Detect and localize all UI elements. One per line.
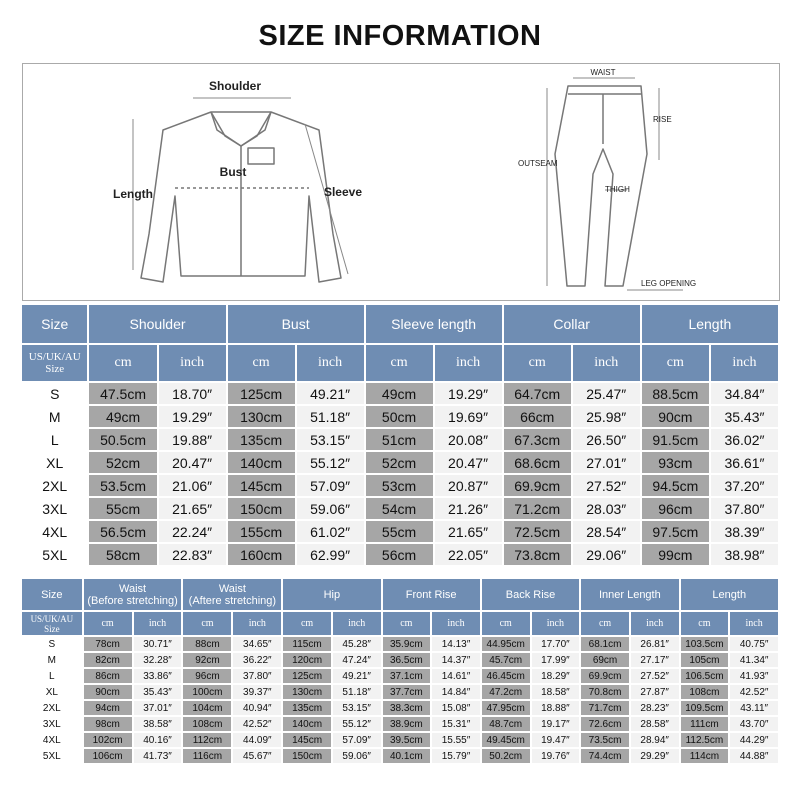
unit-cm: cm xyxy=(581,612,629,635)
cm-value-cell: 86cm xyxy=(84,669,132,683)
cm-value-cell: 71.2cm xyxy=(504,498,571,519)
size-cell: 2XL xyxy=(22,475,87,496)
cm-value-cell: 56cm xyxy=(366,544,433,565)
length-label: Length xyxy=(113,187,153,201)
unit-inch: inch xyxy=(631,612,679,635)
inch-value-cell: 45.28″ xyxy=(333,637,381,651)
cm-value-cell: 130cm xyxy=(283,685,331,699)
inch-value-cell: 49.21″ xyxy=(333,669,381,683)
inch-value-cell: 57.09″ xyxy=(297,475,364,496)
shirt-size-row xyxy=(22,498,778,519)
pants-size-row xyxy=(22,701,778,715)
inch-value-cell: 34.65″ xyxy=(233,637,281,651)
inch-value-cell: 15.08″ xyxy=(432,701,480,715)
waist-before-note: (Before stretching) xyxy=(87,594,178,607)
cm-value-cell: 53cm xyxy=(366,475,433,496)
inch-value-cell: 19.29″ xyxy=(435,383,502,404)
inch-value-cell: 27.17″ xyxy=(631,653,679,667)
cm-value-cell: 100cm xyxy=(183,685,231,699)
cm-value-cell: 82cm xyxy=(84,653,132,667)
inch-value-cell: 19.29″ xyxy=(159,406,226,427)
cm-value-cell: 98cm xyxy=(84,717,132,731)
inch-value-cell: 35.43″ xyxy=(711,406,778,427)
unit-cm: cm xyxy=(681,612,729,635)
inch-value-cell: 29.29″ xyxy=(631,749,679,763)
hip-header: Hip xyxy=(283,579,380,610)
sleeve-length-header: Sleeve length xyxy=(366,305,502,343)
cm-value-cell: 55cm xyxy=(366,521,433,542)
cm-value-cell: 94cm xyxy=(84,701,132,715)
cm-value-cell: 140cm xyxy=(283,717,331,731)
pants-size-row xyxy=(22,685,778,699)
inch-value-cell: 26.81″ xyxy=(631,637,679,651)
page-title: SIZE INFORMATION xyxy=(258,20,542,52)
cm-value-cell: 66cm xyxy=(504,406,571,427)
shirt-size-row xyxy=(22,475,778,496)
inch-value-cell: 37.80″ xyxy=(233,669,281,683)
cm-value-cell: 49cm xyxy=(366,383,433,404)
inch-value-cell: 47.24″ xyxy=(333,653,381,667)
inch-value-cell: 34.84″ xyxy=(711,383,778,404)
inch-value-cell: 44.09″ xyxy=(233,733,281,747)
inch-value-cell: 20.47″ xyxy=(435,452,502,473)
inch-value-cell: 36.02″ xyxy=(711,429,778,450)
cm-value-cell: 112cm xyxy=(183,733,231,747)
inch-value-cell: 38.98″ xyxy=(711,544,778,565)
waist-label: WAIST xyxy=(590,68,616,77)
front-rise-header: Front Rise xyxy=(383,579,480,610)
unit-cm: cm xyxy=(89,345,156,381)
shirt-unit-row xyxy=(22,345,778,381)
cm-value-cell: 52cm xyxy=(89,452,156,473)
inch-value-cell: 21.65″ xyxy=(159,498,226,519)
cm-value-cell: 50.2cm xyxy=(482,749,530,763)
inch-value-cell: 53.15″ xyxy=(333,701,381,715)
cm-value-cell: 40.1cm xyxy=(383,749,431,763)
inch-value-cell: 19.69″ xyxy=(435,406,502,427)
cm-value-cell: 47.5cm xyxy=(89,383,156,404)
cm-value-cell: 155cm xyxy=(228,521,295,542)
bust-label: Bust xyxy=(219,165,247,179)
inch-value-cell: 41.34″ xyxy=(730,653,778,667)
inch-value-cell: 37.01″ xyxy=(134,701,182,715)
cm-value-cell: 73.8cm xyxy=(504,544,571,565)
collar-header: Collar xyxy=(504,305,640,343)
cm-value-cell: 105cm xyxy=(681,653,729,667)
inch-value-cell: 28.03″ xyxy=(573,498,640,519)
inch-value-cell: 25.47″ xyxy=(573,383,640,404)
cm-value-cell: 150cm xyxy=(228,498,295,519)
inch-value-cell: 18.70″ xyxy=(159,383,226,404)
size-cell: 2XL xyxy=(22,701,82,715)
pants-unit-row xyxy=(22,612,778,635)
inch-value-cell: 22.83″ xyxy=(159,544,226,565)
inch-value-cell: 30.71″ xyxy=(134,637,182,651)
cm-value-cell: 150cm xyxy=(283,749,331,763)
inch-value-cell: 51.18″ xyxy=(333,685,381,699)
size-header: Size xyxy=(22,305,87,343)
cm-value-cell: 106cm xyxy=(84,749,132,763)
size-cell: S xyxy=(22,383,87,404)
unit-inch: inch xyxy=(233,612,281,635)
shirt-header-row xyxy=(22,305,778,343)
pants-size-row xyxy=(22,749,778,763)
inch-value-cell: 15.79″ xyxy=(432,749,480,763)
cm-value-cell: 74.4cm xyxy=(581,749,629,763)
cm-value-cell: 145cm xyxy=(283,733,331,747)
unit-inch: inch xyxy=(730,612,778,635)
inch-value-cell: 44.29″ xyxy=(730,733,778,747)
inch-value-cell: 21.65″ xyxy=(435,521,502,542)
cm-value-cell: 49cm xyxy=(89,406,156,427)
cm-value-cell: 116cm xyxy=(183,749,231,763)
inch-value-cell: 55.12″ xyxy=(297,452,364,473)
inch-value-cell: 42.52″ xyxy=(730,685,778,699)
bust-header: Bust xyxy=(228,305,364,343)
cm-value-cell: 37.1cm xyxy=(383,669,431,683)
inch-value-cell: 18.29″ xyxy=(532,669,580,683)
cm-value-cell: 37.7cm xyxy=(383,685,431,699)
inch-value-cell: 22.24″ xyxy=(159,521,226,542)
inch-value-cell: 19.88″ xyxy=(159,429,226,450)
cm-value-cell: 55cm xyxy=(89,498,156,519)
inch-value-cell: 27.01″ xyxy=(573,452,640,473)
cm-value-cell: 135cm xyxy=(283,701,331,715)
shirt-size-row xyxy=(22,521,778,542)
size-cell: XL xyxy=(22,452,87,473)
unit-cm: cm xyxy=(84,612,132,635)
pants-header-row xyxy=(22,579,778,610)
inch-value-cell: 26.50″ xyxy=(573,429,640,450)
shirt-size-row xyxy=(22,406,778,427)
inch-value-cell: 53.15″ xyxy=(297,429,364,450)
unit-cm: cm xyxy=(383,612,431,635)
cm-value-cell: 69.9cm xyxy=(504,475,571,496)
inch-value-cell: 19.47″ xyxy=(532,733,580,747)
inch-value-cell: 55.12″ xyxy=(333,717,381,731)
shirt-size-table xyxy=(20,303,780,567)
cm-value-cell: 108cm xyxy=(183,717,231,731)
cm-value-cell: 125cm xyxy=(228,383,295,404)
shirt-sketch xyxy=(141,112,341,282)
inch-value-cell: 20.87″ xyxy=(435,475,502,496)
size-cell: 5XL xyxy=(22,544,87,565)
cm-value-cell: 69cm xyxy=(581,653,629,667)
cm-value-cell: 69.9cm xyxy=(581,669,629,683)
shirt-size-row xyxy=(22,544,778,565)
unit-inch: inch xyxy=(532,612,580,635)
waist-after-title: Waist xyxy=(218,582,246,595)
sleeve-label: Sleeve xyxy=(323,185,363,199)
inch-value-cell: 40.94″ xyxy=(233,701,281,715)
shirt-size-row xyxy=(22,429,778,450)
inch-value-cell: 15.31″ xyxy=(432,717,480,731)
unit-cm: cm xyxy=(504,345,571,381)
unit-inch: inch xyxy=(573,345,640,381)
inch-value-cell: 14.61″ xyxy=(432,669,480,683)
cm-value-cell: 140cm xyxy=(228,452,295,473)
inch-value-cell: 59.06″ xyxy=(333,749,381,763)
waist-after-note: (Aftere stretching) xyxy=(188,594,277,607)
pants-size-row xyxy=(22,669,778,683)
unit-cm: cm xyxy=(642,345,709,381)
size-cell: 3XL xyxy=(22,717,82,731)
cm-value-cell: 88cm xyxy=(183,637,231,651)
inch-value-cell: 39.37″ xyxy=(233,685,281,699)
waist-before-header xyxy=(84,579,182,610)
unit-cm: cm xyxy=(228,345,295,381)
inch-value-cell: 28.23″ xyxy=(631,701,679,715)
inch-value-cell: 21.06″ xyxy=(159,475,226,496)
inch-value-cell: 38.39″ xyxy=(711,521,778,542)
shirt-size-row xyxy=(22,383,778,404)
leg-opening-label: LEG OPENING xyxy=(641,279,697,288)
pants-size-table xyxy=(20,577,780,765)
cm-value-cell: 114cm xyxy=(681,749,729,763)
cm-value-cell: 135cm xyxy=(228,429,295,450)
size-cell: XL xyxy=(22,685,82,699)
unit-cm: cm xyxy=(283,612,331,635)
inch-value-cell: 22.05″ xyxy=(435,544,502,565)
inch-value-cell: 28.54″ xyxy=(573,521,640,542)
cm-value-cell: 103.5cm xyxy=(681,637,729,651)
pants-measure-lines xyxy=(547,78,683,290)
inch-value-cell: 36.22″ xyxy=(233,653,281,667)
inch-value-cell: 27.52″ xyxy=(573,475,640,496)
inch-value-cell: 35.43″ xyxy=(134,685,182,699)
pants-size-row xyxy=(22,717,778,731)
cm-value-cell: 67.3cm xyxy=(504,429,571,450)
cm-value-cell: 97.5cm xyxy=(642,521,709,542)
inch-value-cell: 49.21″ xyxy=(297,383,364,404)
cm-value-cell: 73.5cm xyxy=(581,733,629,747)
inner-length-header: Inner Length xyxy=(581,579,678,610)
garment-sketches xyxy=(23,64,779,300)
cm-value-cell: 47.2cm xyxy=(482,685,530,699)
cm-value-cell: 51cm xyxy=(366,429,433,450)
cm-value-cell: 102cm xyxy=(84,733,132,747)
unit-inch: inch xyxy=(159,345,226,381)
thigh-label: THIGH xyxy=(605,185,630,194)
inch-value-cell: 29.06″ xyxy=(573,544,640,565)
shirt-size-row xyxy=(22,452,778,473)
inch-value-cell: 32.28″ xyxy=(134,653,182,667)
pants-sketch xyxy=(555,86,647,286)
inch-value-cell: 14.13″ xyxy=(432,637,480,651)
inch-value-cell: 27.87″ xyxy=(631,685,679,699)
pants-table-body xyxy=(22,637,778,763)
cm-value-cell: 115cm xyxy=(283,637,331,651)
cm-value-cell: 111cm xyxy=(681,717,729,731)
inch-value-cell: 42.52″ xyxy=(233,717,281,731)
inch-value-cell: 14.84″ xyxy=(432,685,480,699)
size-diagram xyxy=(22,63,780,301)
size-cell: L xyxy=(22,429,87,450)
cm-value-cell: 50cm xyxy=(366,406,433,427)
inch-value-cell: 43.70″ xyxy=(730,717,778,731)
cm-value-cell: 96cm xyxy=(642,498,709,519)
size-header: Size xyxy=(22,579,82,610)
shoulder-header: Shoulder xyxy=(89,305,225,343)
inch-value-cell: 43.11″ xyxy=(730,701,778,715)
pants-size-row xyxy=(22,653,778,667)
cm-value-cell: 99cm xyxy=(642,544,709,565)
inch-value-cell: 20.47″ xyxy=(159,452,226,473)
cm-value-cell: 56.5cm xyxy=(89,521,156,542)
cm-value-cell: 90cm xyxy=(84,685,132,699)
inch-value-cell: 41.93″ xyxy=(730,669,778,683)
cm-value-cell: 39.5cm xyxy=(383,733,431,747)
inch-value-cell: 37.20″ xyxy=(711,475,778,496)
size-cell: M xyxy=(22,653,82,667)
cm-value-cell: 53.5cm xyxy=(89,475,156,496)
size-cell: L xyxy=(22,669,82,683)
shoulder-label: Shoulder xyxy=(208,79,262,93)
cm-value-cell: 50.5cm xyxy=(89,429,156,450)
length-header: Length xyxy=(642,305,778,343)
cm-value-cell: 52cm xyxy=(366,452,433,473)
cm-value-cell: 36.5cm xyxy=(383,653,431,667)
unit-inch: inch xyxy=(333,612,381,635)
size-cell: M xyxy=(22,406,87,427)
waist-before-title: Waist xyxy=(119,582,147,595)
cm-value-cell: 145cm xyxy=(228,475,295,496)
inch-value-cell: 61.02″ xyxy=(297,521,364,542)
inch-value-cell: 62.99″ xyxy=(297,544,364,565)
inch-value-cell: 45.67″ xyxy=(233,749,281,763)
inch-value-cell: 20.08″ xyxy=(435,429,502,450)
inch-value-cell: 19.17″ xyxy=(532,717,580,731)
cm-value-cell: 72.6cm xyxy=(581,717,629,731)
inch-value-cell: 27.52″ xyxy=(631,669,679,683)
size-label: Size xyxy=(45,363,65,375)
unit-inch: inch xyxy=(435,345,502,381)
inch-value-cell: 17.99″ xyxy=(532,653,580,667)
cm-value-cell: 92cm xyxy=(183,653,231,667)
inch-value-cell: 28.58″ xyxy=(631,717,679,731)
inch-value-cell: 44.88″ xyxy=(730,749,778,763)
back-rise-header: Back Rise xyxy=(482,579,579,610)
cm-value-cell: 91.5cm xyxy=(642,429,709,450)
cm-value-cell: 38.3cm xyxy=(383,701,431,715)
cm-value-cell: 160cm xyxy=(228,544,295,565)
size-system-label: US/UK/AU xyxy=(28,351,81,363)
unit-cm: cm xyxy=(366,345,433,381)
size-label: Size xyxy=(44,623,60,634)
cm-value-cell: 112.5cm xyxy=(681,733,729,747)
inch-value-cell: 28.94″ xyxy=(631,733,679,747)
unit-inch: inch xyxy=(297,345,364,381)
inch-value-cell: 15.55″ xyxy=(432,733,480,747)
inch-value-cell: 41.73″ xyxy=(134,749,182,763)
cm-value-cell: 49.45cm xyxy=(482,733,530,747)
cm-value-cell: 48.7cm xyxy=(482,717,530,731)
cm-value-cell: 38.9cm xyxy=(383,717,431,731)
inch-value-cell: 59.06″ xyxy=(297,498,364,519)
inch-value-cell: 21.26″ xyxy=(435,498,502,519)
inch-value-cell: 18.88″ xyxy=(532,701,580,715)
size-cell: 5XL xyxy=(22,749,82,763)
inch-value-cell: 37.80″ xyxy=(711,498,778,519)
size-system-cell xyxy=(22,345,87,381)
cm-value-cell: 88.5cm xyxy=(642,383,709,404)
cm-value-cell: 108cm xyxy=(681,685,729,699)
unit-inch: inch xyxy=(432,612,480,635)
inch-value-cell: 40.75″ xyxy=(730,637,778,651)
cm-value-cell: 93cm xyxy=(642,452,709,473)
cm-value-cell: 106.5cm xyxy=(681,669,729,683)
cm-value-cell: 78cm xyxy=(84,637,132,651)
cm-value-cell: 70.8cm xyxy=(581,685,629,699)
cm-value-cell: 109.5cm xyxy=(681,701,729,715)
cm-value-cell: 125cm xyxy=(283,669,331,683)
cm-value-cell: 47.95cm xyxy=(482,701,530,715)
pants-size-row xyxy=(22,637,778,651)
inch-value-cell: 14.37″ xyxy=(432,653,480,667)
cm-value-cell: 104cm xyxy=(183,701,231,715)
unit-cm: cm xyxy=(183,612,231,635)
cm-value-cell: 72.5cm xyxy=(504,521,571,542)
cm-value-cell: 58cm xyxy=(89,544,156,565)
waist-after-header xyxy=(183,579,281,610)
size-cell: S xyxy=(22,637,82,651)
inch-value-cell: 40.16″ xyxy=(134,733,182,747)
inch-value-cell: 25.98″ xyxy=(573,406,640,427)
size-cell: 4XL xyxy=(22,521,87,542)
size-cell: 3XL xyxy=(22,498,87,519)
shirt-table-body xyxy=(22,383,778,565)
cm-value-cell: 120cm xyxy=(283,653,331,667)
inch-value-cell: 33.86″ xyxy=(134,669,182,683)
unit-cm: cm xyxy=(482,612,530,635)
cm-value-cell: 45.7cm xyxy=(482,653,530,667)
cm-value-cell: 68.6cm xyxy=(504,452,571,473)
cm-value-cell: 90cm xyxy=(642,406,709,427)
cm-value-cell: 46.45cm xyxy=(482,669,530,683)
size-cell: 4XL xyxy=(22,733,82,747)
cm-value-cell: 71.7cm xyxy=(581,701,629,715)
cm-value-cell: 96cm xyxy=(183,669,231,683)
inch-value-cell: 51.18″ xyxy=(297,406,364,427)
cm-value-cell: 64.7cm xyxy=(504,383,571,404)
inch-value-cell: 17.70″ xyxy=(532,637,580,651)
inch-value-cell: 36.61″ xyxy=(711,452,778,473)
unit-inch: inch xyxy=(711,345,778,381)
length-header: Length xyxy=(681,579,779,610)
size-system-label: US/UK/AU xyxy=(30,613,74,624)
cm-value-cell: 94.5cm xyxy=(642,475,709,496)
cm-value-cell: 54cm xyxy=(366,498,433,519)
cm-value-cell: 68.1cm xyxy=(581,637,629,651)
inch-value-cell: 19.76″ xyxy=(532,749,580,763)
inch-value-cell: 38.58″ xyxy=(134,717,182,731)
cm-value-cell: 35.9cm xyxy=(383,637,431,651)
outseam-label: OUTSEAM xyxy=(518,159,558,168)
size-system-cell xyxy=(22,612,82,635)
inch-value-cell: 57.09″ xyxy=(333,733,381,747)
inch-value-cell: 18.58″ xyxy=(532,685,580,699)
pants-size-row xyxy=(22,733,778,747)
rise-label: RISE xyxy=(653,115,672,124)
unit-inch: inch xyxy=(134,612,182,635)
cm-value-cell: 130cm xyxy=(228,406,295,427)
cm-value-cell: 44.95cm xyxy=(482,637,530,651)
